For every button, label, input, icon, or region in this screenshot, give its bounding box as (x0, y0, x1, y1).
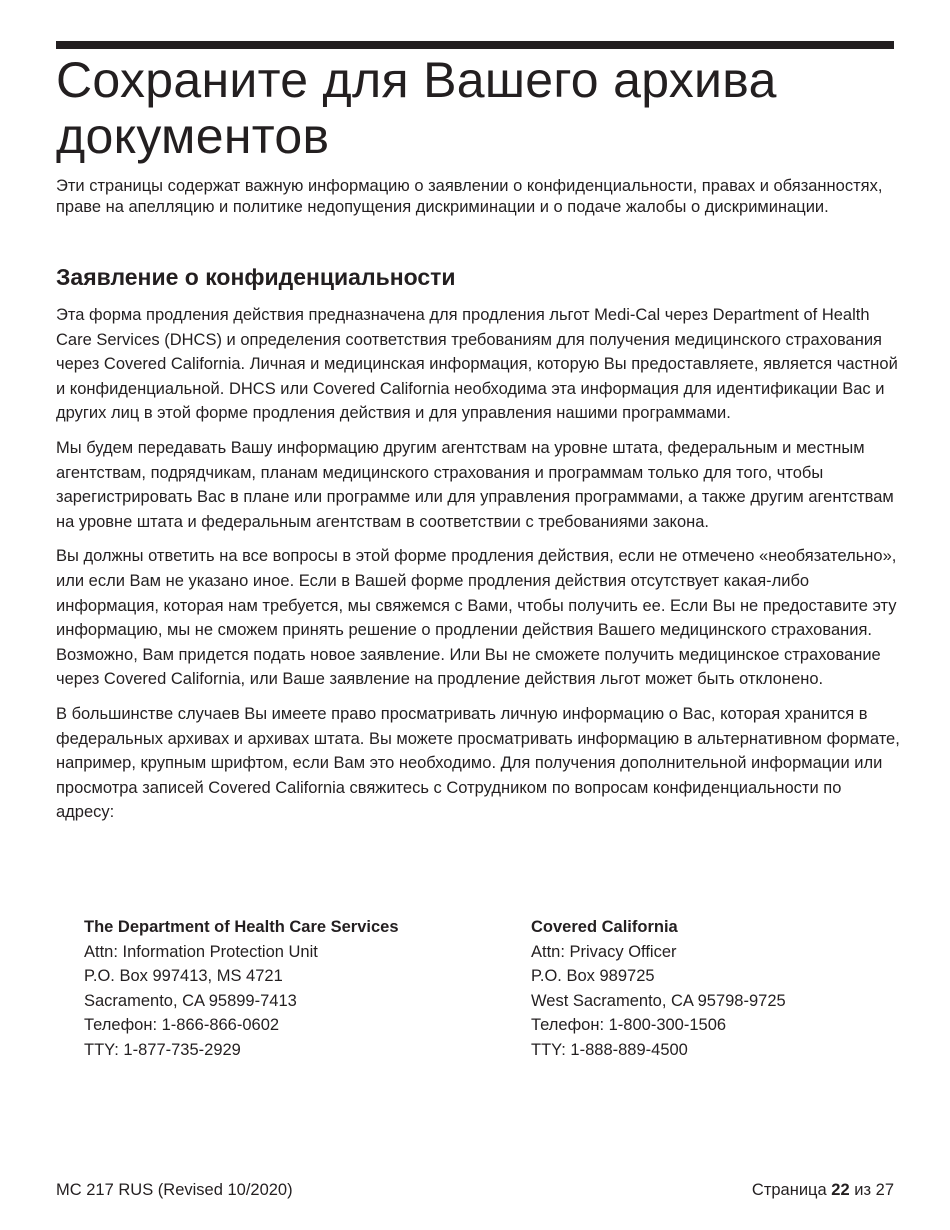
form-id: MC 217 RUS (Revised 10/2020) (56, 1181, 293, 1199)
contact-phone: Телефон: 1-800-300-1506 (531, 1016, 727, 1035)
section-heading: Заявление о конфиденциальности (56, 264, 456, 290)
contact-tty: TTY: 1-888-889-4500 (531, 1040, 688, 1059)
contact-attn: Attn: Information Protection Unit (84, 942, 318, 961)
paragraph: Эта форма продления действия предназначена для продления льгот Medi-Cal через Department of Health Care Services (DHCS) и определения соответствия требованиям для получения медицинского страхования через Covered California. Личная и медицинская информация, которую Вы предоставляете, является частной и конфиденциальной. DHCS или Covered California необходима эта информация для идентификации Вас и других лиц в этой форме продления действия и для управления нашими программами. (56, 306, 898, 423)
top-rule (56, 41, 894, 49)
page-current: 22 (831, 1181, 850, 1199)
contact-block-dhcs (84, 915, 399, 1063)
contact-city: West Sacramento, CA 95798-9725 (531, 991, 786, 1010)
contact-block-covered-california (531, 915, 786, 1063)
paragraph: В большинстве случаев Вы имеете право просматривать личную информацию о Вас, которая хранится в федеральных архивах и архивах штата. Вы можете просматривать информацию в альтернативном формате, например, крупным шрифтом, если Вам это необходимо. Для получения дополнительной информации или просмотра записей Covered California свяжитесь с Сотрудником по вопросам конфиденциальности по адресу: (56, 704, 900, 822)
page-word: Страница (751, 1181, 827, 1199)
page-of: из (854, 1181, 872, 1199)
contact-po-box: P.O. Box 989725 (531, 967, 655, 986)
page-number (752, 1179, 894, 1201)
page-total: 27 (875, 1181, 894, 1199)
contact-org: Covered California (531, 918, 678, 936)
contact-org: The Department of Health Care Services (84, 918, 399, 936)
contact-phone: Телефон: 1-866-866-0602 (84, 1016, 280, 1035)
paragraph: Мы будем передавать Вашу информацию другим агентствам на уровне штата, федеральным и местным агентствам, подрядчикам, планам медицинского страхования и программам только для того, чтобы зарегистрировать Вас в плане или программе или для управления программами, а также другим агентствам на уровне штата и федеральным агентствам в соответствии с требованиями закона. (56, 438, 894, 531)
contact-po-box: P.O. Box 997413, MS 4721 (84, 967, 283, 986)
intro-text: Эти страницы содержат важную информацию о заявлении о конфиденциальности, правах и обязанностях, праве на апелляцию и политике недопущения дискриминации и о подаче жалобы о дискриминации. (56, 177, 883, 216)
contact-tty: TTY: 1-877-735-2929 (84, 1040, 241, 1059)
body-text (56, 303, 901, 835)
contact-city: Sacramento, CA 95899-7413 (84, 991, 297, 1010)
contact-attn: Attn: Privacy Officer (531, 942, 677, 961)
page-title: Сохраните для Вашего архива документов (56, 52, 777, 164)
paragraph: Вы должны ответить на все вопросы в этой форме продления действия, если не отмечено «необязательно», или если Вам не указано иное. Если в Вашей форме продления действия отсутствует какая-либо информация, которая нам требуется, мы свяжемся с Вами, чтобы получить ее. Если Вы не предоставите эту информацию, мы не сможем принять решение о продлении действия Вашего медицинского страхования. Возможно, Вам придется подать новое заявление. Или Вы не сможете получить медицинское страхование через Covered California, или Ваше заявление на продление действия льгот может быть отклонено. (56, 547, 897, 689)
